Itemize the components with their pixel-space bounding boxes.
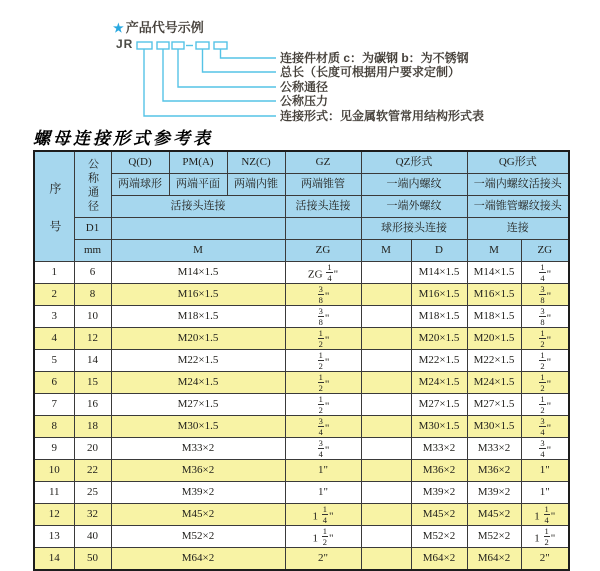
table-row bbox=[34, 372, 569, 394]
cell-qg_zg: $\frac{1}{2}$ " bbox=[521, 328, 569, 350]
cell-m: M14×1.5 bbox=[111, 262, 285, 284]
table-row bbox=[34, 460, 569, 482]
cell-seq: 4 bbox=[34, 328, 74, 350]
code-label-connection: 连接形式：见金属软管常用结构形式表 bbox=[280, 109, 485, 123]
cell-qz_m bbox=[361, 284, 411, 306]
cell-seq: 1 bbox=[34, 262, 74, 284]
table-row bbox=[34, 328, 569, 350]
table-row bbox=[34, 526, 569, 548]
cell-qg_zg: $\frac{1}{2}$ " bbox=[521, 394, 569, 416]
table-row bbox=[34, 438, 569, 460]
header-mm: mm bbox=[74, 240, 111, 262]
diagram-title-text: 产品代号示例 bbox=[125, 20, 204, 35]
header-qz-m-label: M bbox=[361, 240, 411, 262]
cell-seq: 9 bbox=[34, 438, 74, 460]
cell-qg_m: M16×1.5 bbox=[467, 284, 521, 306]
cell-zg: 2" bbox=[285, 548, 361, 571]
table-row bbox=[34, 394, 569, 416]
cell-mm: 25 bbox=[74, 482, 111, 504]
cell-qz_d: M18×1.5 bbox=[411, 306, 467, 328]
header-seq-text: 序号 bbox=[47, 181, 62, 258]
header-gz-desc: 两端锥管 bbox=[285, 174, 361, 196]
header-gz-conn: 活接头连接 bbox=[285, 196, 361, 218]
cell-mm: 32 bbox=[74, 504, 111, 526]
cell-qg_m: M64×2 bbox=[467, 548, 521, 571]
cell-qg_zg: 1 $\frac{1}{4}$ " bbox=[521, 504, 569, 526]
header-empty bbox=[285, 218, 361, 240]
cell-seq: 8 bbox=[34, 416, 74, 438]
table-row bbox=[34, 284, 569, 306]
header-m-label: M bbox=[111, 240, 285, 262]
cell-zg: $\frac{1}{2}$ " bbox=[285, 350, 361, 372]
cell-qg_zg: $\frac{1}{2}$ " bbox=[521, 372, 569, 394]
header-qg-conn: 连接 bbox=[467, 218, 569, 240]
cell-zg: $\frac{3}{4}$ " bbox=[285, 416, 361, 438]
cell-qz_d: M27×1.5 bbox=[411, 394, 467, 416]
table-row bbox=[34, 482, 569, 504]
connector-line bbox=[221, 49, 277, 58]
cell-qz_d: M22×1.5 bbox=[411, 350, 467, 372]
cell-mm: 8 bbox=[74, 284, 111, 306]
cell-zg: $\frac{1}{2}$ " bbox=[285, 328, 361, 350]
cell-qg_m: M22×1.5 bbox=[467, 350, 521, 372]
header-d1: D1 bbox=[74, 218, 111, 240]
code-box bbox=[157, 42, 169, 49]
cell-mm: 20 bbox=[74, 438, 111, 460]
header-qpmnz-conn: 活接头连接 bbox=[111, 196, 285, 218]
cell-mm: 16 bbox=[74, 394, 111, 416]
cell-qg_zg: $\frac{3}{8}$ " bbox=[521, 306, 569, 328]
cell-qz_m bbox=[361, 372, 411, 394]
header-q-desc: 两端球形 bbox=[111, 174, 169, 196]
cell-qg_m: M52×2 bbox=[467, 526, 521, 548]
cell-qz_d: M64×2 bbox=[411, 548, 467, 571]
cell-zg: 1" bbox=[285, 482, 361, 504]
cell-qg_m: M27×1.5 bbox=[467, 394, 521, 416]
code-label-pressure: 公称压力 bbox=[280, 94, 329, 108]
product-code-diagram bbox=[0, 0, 600, 130]
code-box bbox=[196, 42, 209, 49]
cell-qg_m: M20×1.5 bbox=[467, 328, 521, 350]
cell-mm: 6 bbox=[74, 262, 111, 284]
cell-zg: 1 $\frac{1}{4}$ " bbox=[285, 504, 361, 526]
cell-seq: 3 bbox=[34, 306, 74, 328]
cell-m: M18×1.5 bbox=[111, 306, 285, 328]
header-qg-m-label: M bbox=[467, 240, 521, 262]
cell-qg_m: M30×1.5 bbox=[467, 416, 521, 438]
cell-qz_d: M24×1.5 bbox=[411, 372, 467, 394]
cell-qg_m: M24×1.5 bbox=[467, 372, 521, 394]
cell-seq: 5 bbox=[34, 350, 74, 372]
cell-zg: 1" bbox=[285, 460, 361, 482]
header-qg-zg-label: ZG bbox=[521, 240, 569, 262]
header-pm-desc: 两端平面 bbox=[169, 174, 227, 196]
code-box bbox=[172, 42, 184, 49]
cell-zg: $\frac{3}{8}$ " bbox=[285, 284, 361, 306]
cell-qg_m: M45×2 bbox=[467, 504, 521, 526]
header-qg-desc2: 一端锥管螺纹接头 bbox=[467, 196, 569, 218]
cell-mm: 50 bbox=[74, 548, 111, 571]
cell-mm: 15 bbox=[74, 372, 111, 394]
header-dn-text: 公称通径 bbox=[86, 158, 99, 214]
cell-m: M30×1.5 bbox=[111, 416, 285, 438]
cell-qg_m: M14×1.5 bbox=[467, 262, 521, 284]
header-empty bbox=[111, 218, 285, 240]
cell-qz_d: M33×2 bbox=[411, 438, 467, 460]
cell-mm: 14 bbox=[74, 350, 111, 372]
cell-m: M27×1.5 bbox=[111, 394, 285, 416]
cell-qg_zg: 1" bbox=[521, 482, 569, 504]
cell-qg_zg: $\frac{1}{2}$ " bbox=[521, 350, 569, 372]
cell-zg: $\frac{3}{4}$ " bbox=[285, 438, 361, 460]
cell-mm: 22 bbox=[74, 460, 111, 482]
connector-line bbox=[163, 49, 276, 101]
table-title: 螺母连接形式参考表 bbox=[33, 129, 213, 149]
cell-m: M64×2 bbox=[111, 548, 285, 571]
header-qz-desc: 一端内螺纹 bbox=[361, 174, 467, 196]
header-col-qg: QG形式 bbox=[467, 151, 569, 174]
cell-m: M36×2 bbox=[111, 460, 285, 482]
header-qg-desc: 一端内螺纹活接头 bbox=[467, 174, 569, 196]
code-label-length: 总长（长度可根据用户要求定制） bbox=[280, 65, 461, 79]
cell-seq: 2 bbox=[34, 284, 74, 306]
cell-qz_d: M52×2 bbox=[411, 526, 467, 548]
cell-mm: 40 bbox=[74, 526, 111, 548]
cell-qz_d: M36×2 bbox=[411, 460, 467, 482]
header-col-pm: PM(A) bbox=[169, 151, 227, 174]
header-qz-desc2: 一端外螺纹 bbox=[361, 196, 467, 218]
header-seq bbox=[34, 151, 74, 262]
cell-zg: $\frac{1}{2}$ " bbox=[285, 394, 361, 416]
cell-m: M16×1.5 bbox=[111, 284, 285, 306]
cell-qz_m bbox=[361, 526, 411, 548]
header-dn bbox=[74, 151, 111, 218]
cell-qz_m bbox=[361, 460, 411, 482]
cell-zg: $\frac{1}{2}$ " bbox=[285, 372, 361, 394]
cell-qg_m: M39×2 bbox=[467, 482, 521, 504]
cell-qz_m bbox=[361, 306, 411, 328]
cell-seq: 7 bbox=[34, 394, 74, 416]
code-label-material: 连接件材质 c：为碳钢 b：为不锈钢 bbox=[280, 51, 469, 65]
header-col-qz: QZ形式 bbox=[361, 151, 467, 174]
cell-qg_m: M36×2 bbox=[467, 460, 521, 482]
cell-m: M45×2 bbox=[111, 504, 285, 526]
connector-line bbox=[178, 49, 276, 87]
cell-zg: $\frac{3}{8}$ " bbox=[285, 306, 361, 328]
cell-mm: 10 bbox=[74, 306, 111, 328]
cell-qz_d: M14×1.5 bbox=[411, 262, 467, 284]
cell-qg_m: M33×2 bbox=[467, 438, 521, 460]
cell-zg: ZG $\frac{1}{4}$ " bbox=[285, 262, 361, 284]
cell-qz_m bbox=[361, 504, 411, 526]
connector-line bbox=[144, 49, 276, 116]
header-col-q: Q(D) bbox=[111, 151, 169, 174]
header-qz-d-label: D bbox=[411, 240, 467, 262]
cell-qz_m bbox=[361, 262, 411, 284]
cell-qz_d: M30×1.5 bbox=[411, 416, 467, 438]
cell-qz_d: M39×2 bbox=[411, 482, 467, 504]
cell-qz_m bbox=[361, 438, 411, 460]
cell-qz_m bbox=[361, 328, 411, 350]
table-row bbox=[34, 416, 569, 438]
cell-qg_zg: 2" bbox=[521, 548, 569, 571]
cell-seq: 13 bbox=[34, 526, 74, 548]
nut-connection-table bbox=[33, 150, 570, 571]
cell-m: M20×1.5 bbox=[111, 328, 285, 350]
table-header bbox=[34, 151, 569, 262]
header-col-nz: NZ(C) bbox=[227, 151, 285, 174]
cell-qz_d: M16×1.5 bbox=[411, 284, 467, 306]
cell-qz_m bbox=[361, 482, 411, 504]
cell-seq: 11 bbox=[34, 482, 74, 504]
cell-m: M52×2 bbox=[111, 526, 285, 548]
header-qz-conn: 球形接头连接 bbox=[361, 218, 467, 240]
cell-seq: 12 bbox=[34, 504, 74, 526]
cell-zg: 1 $\frac{1}{2}$ " bbox=[285, 526, 361, 548]
header-col-gz: GZ bbox=[285, 151, 361, 174]
cell-seq: 14 bbox=[34, 548, 74, 571]
cell-qg_zg: $\frac{3}{8}$ " bbox=[521, 284, 569, 306]
cell-qg_zg: 1 $\frac{1}{2}$ " bbox=[521, 526, 569, 548]
cell-m: M39×2 bbox=[111, 482, 285, 504]
code-prefix: JR bbox=[116, 37, 134, 51]
cell-qz_d: M45×2 bbox=[411, 504, 467, 526]
table-row bbox=[34, 262, 569, 284]
cell-seq: 10 bbox=[34, 460, 74, 482]
table-row bbox=[34, 504, 569, 526]
code-box bbox=[214, 42, 227, 49]
cell-m: M22×1.5 bbox=[111, 350, 285, 372]
cell-mm: 18 bbox=[74, 416, 111, 438]
cell-seq: 6 bbox=[34, 372, 74, 394]
code-box bbox=[137, 42, 152, 49]
cell-qg_zg: $\frac{1}{4}$ " bbox=[521, 262, 569, 284]
code-label-diameter: 公称通径 bbox=[280, 80, 329, 94]
cell-m: M33×2 bbox=[111, 438, 285, 460]
cell-qz_d: M20×1.5 bbox=[411, 328, 467, 350]
header-zg-label: ZG bbox=[285, 240, 361, 262]
table-row bbox=[34, 306, 569, 328]
cell-mm: 12 bbox=[74, 328, 111, 350]
cell-qz_m bbox=[361, 350, 411, 372]
cell-qg_zg: $\frac{3}{4}$ " bbox=[521, 438, 569, 460]
cell-qg_zg: $\frac{3}{4}$ " bbox=[521, 416, 569, 438]
connector-line bbox=[203, 49, 277, 72]
cell-qg_zg: 1" bbox=[521, 460, 569, 482]
table-body bbox=[34, 262, 569, 571]
header-nz-desc: 两端内锥 bbox=[227, 174, 285, 196]
cell-qg_m: M18×1.5 bbox=[467, 306, 521, 328]
cell-m: M24×1.5 bbox=[111, 372, 285, 394]
star-icon: ★ bbox=[113, 21, 124, 35]
cell-qz_m bbox=[361, 416, 411, 438]
cell-qz_m bbox=[361, 394, 411, 416]
table-row bbox=[34, 350, 569, 372]
